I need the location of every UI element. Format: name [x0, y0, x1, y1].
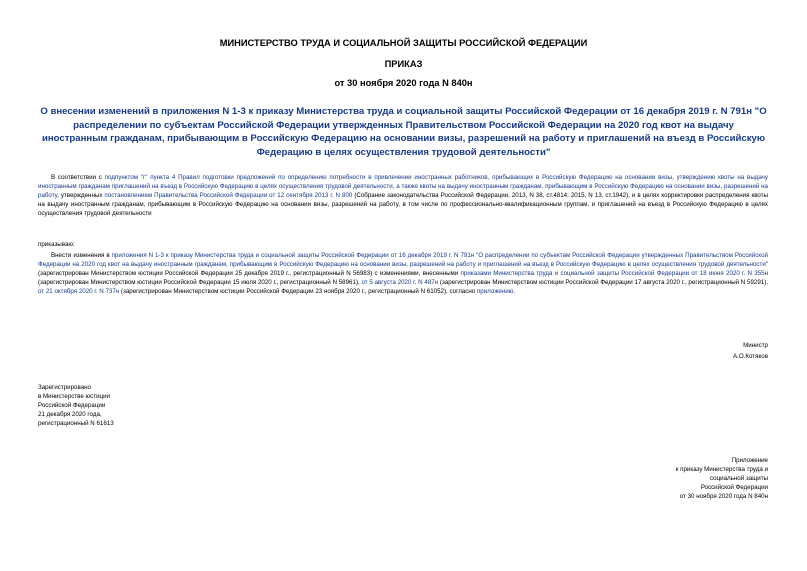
- body-text-5: (зарегистрирован Министерством юстиции Российской Федерации 23 ноября 2020 г., регистрационный N 61052), согласно: [119, 288, 477, 296]
- signature-name: А.О.Котяков: [733, 353, 768, 360]
- preamble-paragraph: [38, 173, 768, 218]
- title-link[interactable]: приложения N 1-3 к приказу Министерства труда и социальной защиты Российской Федерации от 16 декабря 2019 г. N 791н "О распределении по субъектам Российской Федерации утвержденных Правительством Российской Федерации на 2020 год квот на выдачу иностранным гражданам, прибывающим в Российскую Федерацию на основании визы, разрешений на работу и приглашений на въезд в Российскую Федерацию в целях осуществления трудовой деятельности": [41, 106, 767, 158]
- registration-line: 21 декабря 2020 года,: [38, 411, 102, 419]
- body-paragraph: [38, 251, 768, 296]
- appendix-line: Приложение: [731, 457, 768, 464]
- appendix-line: от 30 ноября 2020 года N 840н: [679, 493, 768, 501]
- body-text-6: .: [513, 288, 516, 296]
- order-word: приказываю:: [38, 241, 75, 248]
- rules-link[interactable]: подпунктом "г" пункта 4 Правил подготовки предложений по определению потребности в привлечении иностранных работников, прибывающих в Российскую Федерацию на основании визы, утверждению квоты на выдачу иностранным гражданам приглашений на въезд в Российскую Федерацию в целях осуществления трудовой деятельности, а также квоты на выдачу иностранным гражданам, прибывающим в Российскую Федерацию на основании визы, разрешений на работу: [38, 174, 769, 200]
- body-text-1: Внести изменения в: [51, 252, 112, 259]
- document-title: [40, 105, 767, 159]
- registration-line: в Министерстве юстиции: [38, 393, 111, 401]
- appendix-block: [676, 456, 768, 501]
- appendix-line: социальной защиты: [709, 475, 768, 483]
- registration-line: регистрационный N 61613: [38, 420, 114, 428]
- registration-line: Зарегистрировано: [38, 384, 91, 391]
- body-text-4: (зарегистрирован Министерством юстиции Российской Федерации 17 августа 2020 г., регистрационный N 59291),: [438, 279, 768, 287]
- preamble-text-2: , утвержденных: [57, 192, 105, 200]
- document-date-number: от 30 ноября 2020 года N 840н: [334, 78, 473, 88]
- title-text: О внесении изменений в: [40, 106, 162, 117]
- body-text-2: (зарегистрирован Министерством юстиции Российской Федерации 25 декабря 2019 г., регистрационный N 56983) с изменениями, внесенными: [38, 270, 461, 278]
- document-type: ПРИКАЗ: [384, 59, 423, 69]
- registration-block: [38, 383, 114, 428]
- order-737n-link[interactable]: от 21 октября 2020 г. N 737н: [38, 288, 120, 296]
- amended-order-link[interactable]: приложения N 1-3 к приказу Министерства труда и социальной защиты Российской Федерации от 16 декабря 2019 г. N 791н "О распределении по субъектам Российской Федерации утвержденных Правительством Российской Федерации на 2020 год квот на выдачу иностранным гражданам, прибывающим в Российскую Федерацию на основании визы, разрешений на работу и приглашений на въезд в Российскую Федерацию в целях осуществления трудовой деятельности": [38, 252, 768, 269]
- ministry-name: МИНИСТЕРСТВО ТРУДА И СОЦИАЛЬНОЙ ЗАЩИТЫ РОССИЙСКОЙ ФЕДЕРАЦИИ: [219, 38, 588, 48]
- appendix-link[interactable]: приложению: [476, 288, 514, 296]
- signature-position: Министр: [743, 342, 768, 349]
- preamble-text-1: В соответствии с: [51, 174, 105, 181]
- preamble-text-3: (Собрание законодательства Российской Федерации, 2013, N 38, ст.4814; 2015, N 13, ст.1942), и в целях корректировки распределения квоты на выдачу иностранным гражданам, прибывающим в Российскую Федерацию на основании визы, разрешений на работу, в том числе по профессионально-квалификационным группам, и приглашений на въезд в Российскую Федерацию в целях осуществления трудовой деятельности: [38, 192, 768, 218]
- order-487n-link[interactable]: от 5 августа 2020 г. N 487н: [361, 279, 439, 287]
- order-355n-link[interactable]: приказами Министерства труда и социальной защиты Российской Федерации от 18 июня 2020 г. N 355н: [460, 270, 769, 278]
- body-text-3: (зарегистрирован Министерством юстиции Российской Федерации 15 июля 2020 г., регистрационный N 58961),: [38, 279, 362, 287]
- appendix-line: к приказу Министерства труда и: [675, 466, 768, 474]
- appendix-line: Российской Федерации: [700, 484, 768, 492]
- registration-line: Российской Федерации: [38, 402, 106, 410]
- government-decree-link[interactable]: постановлением Правительства Российской Федерации от 12 сентября 2013 г. N 800: [104, 192, 353, 200]
